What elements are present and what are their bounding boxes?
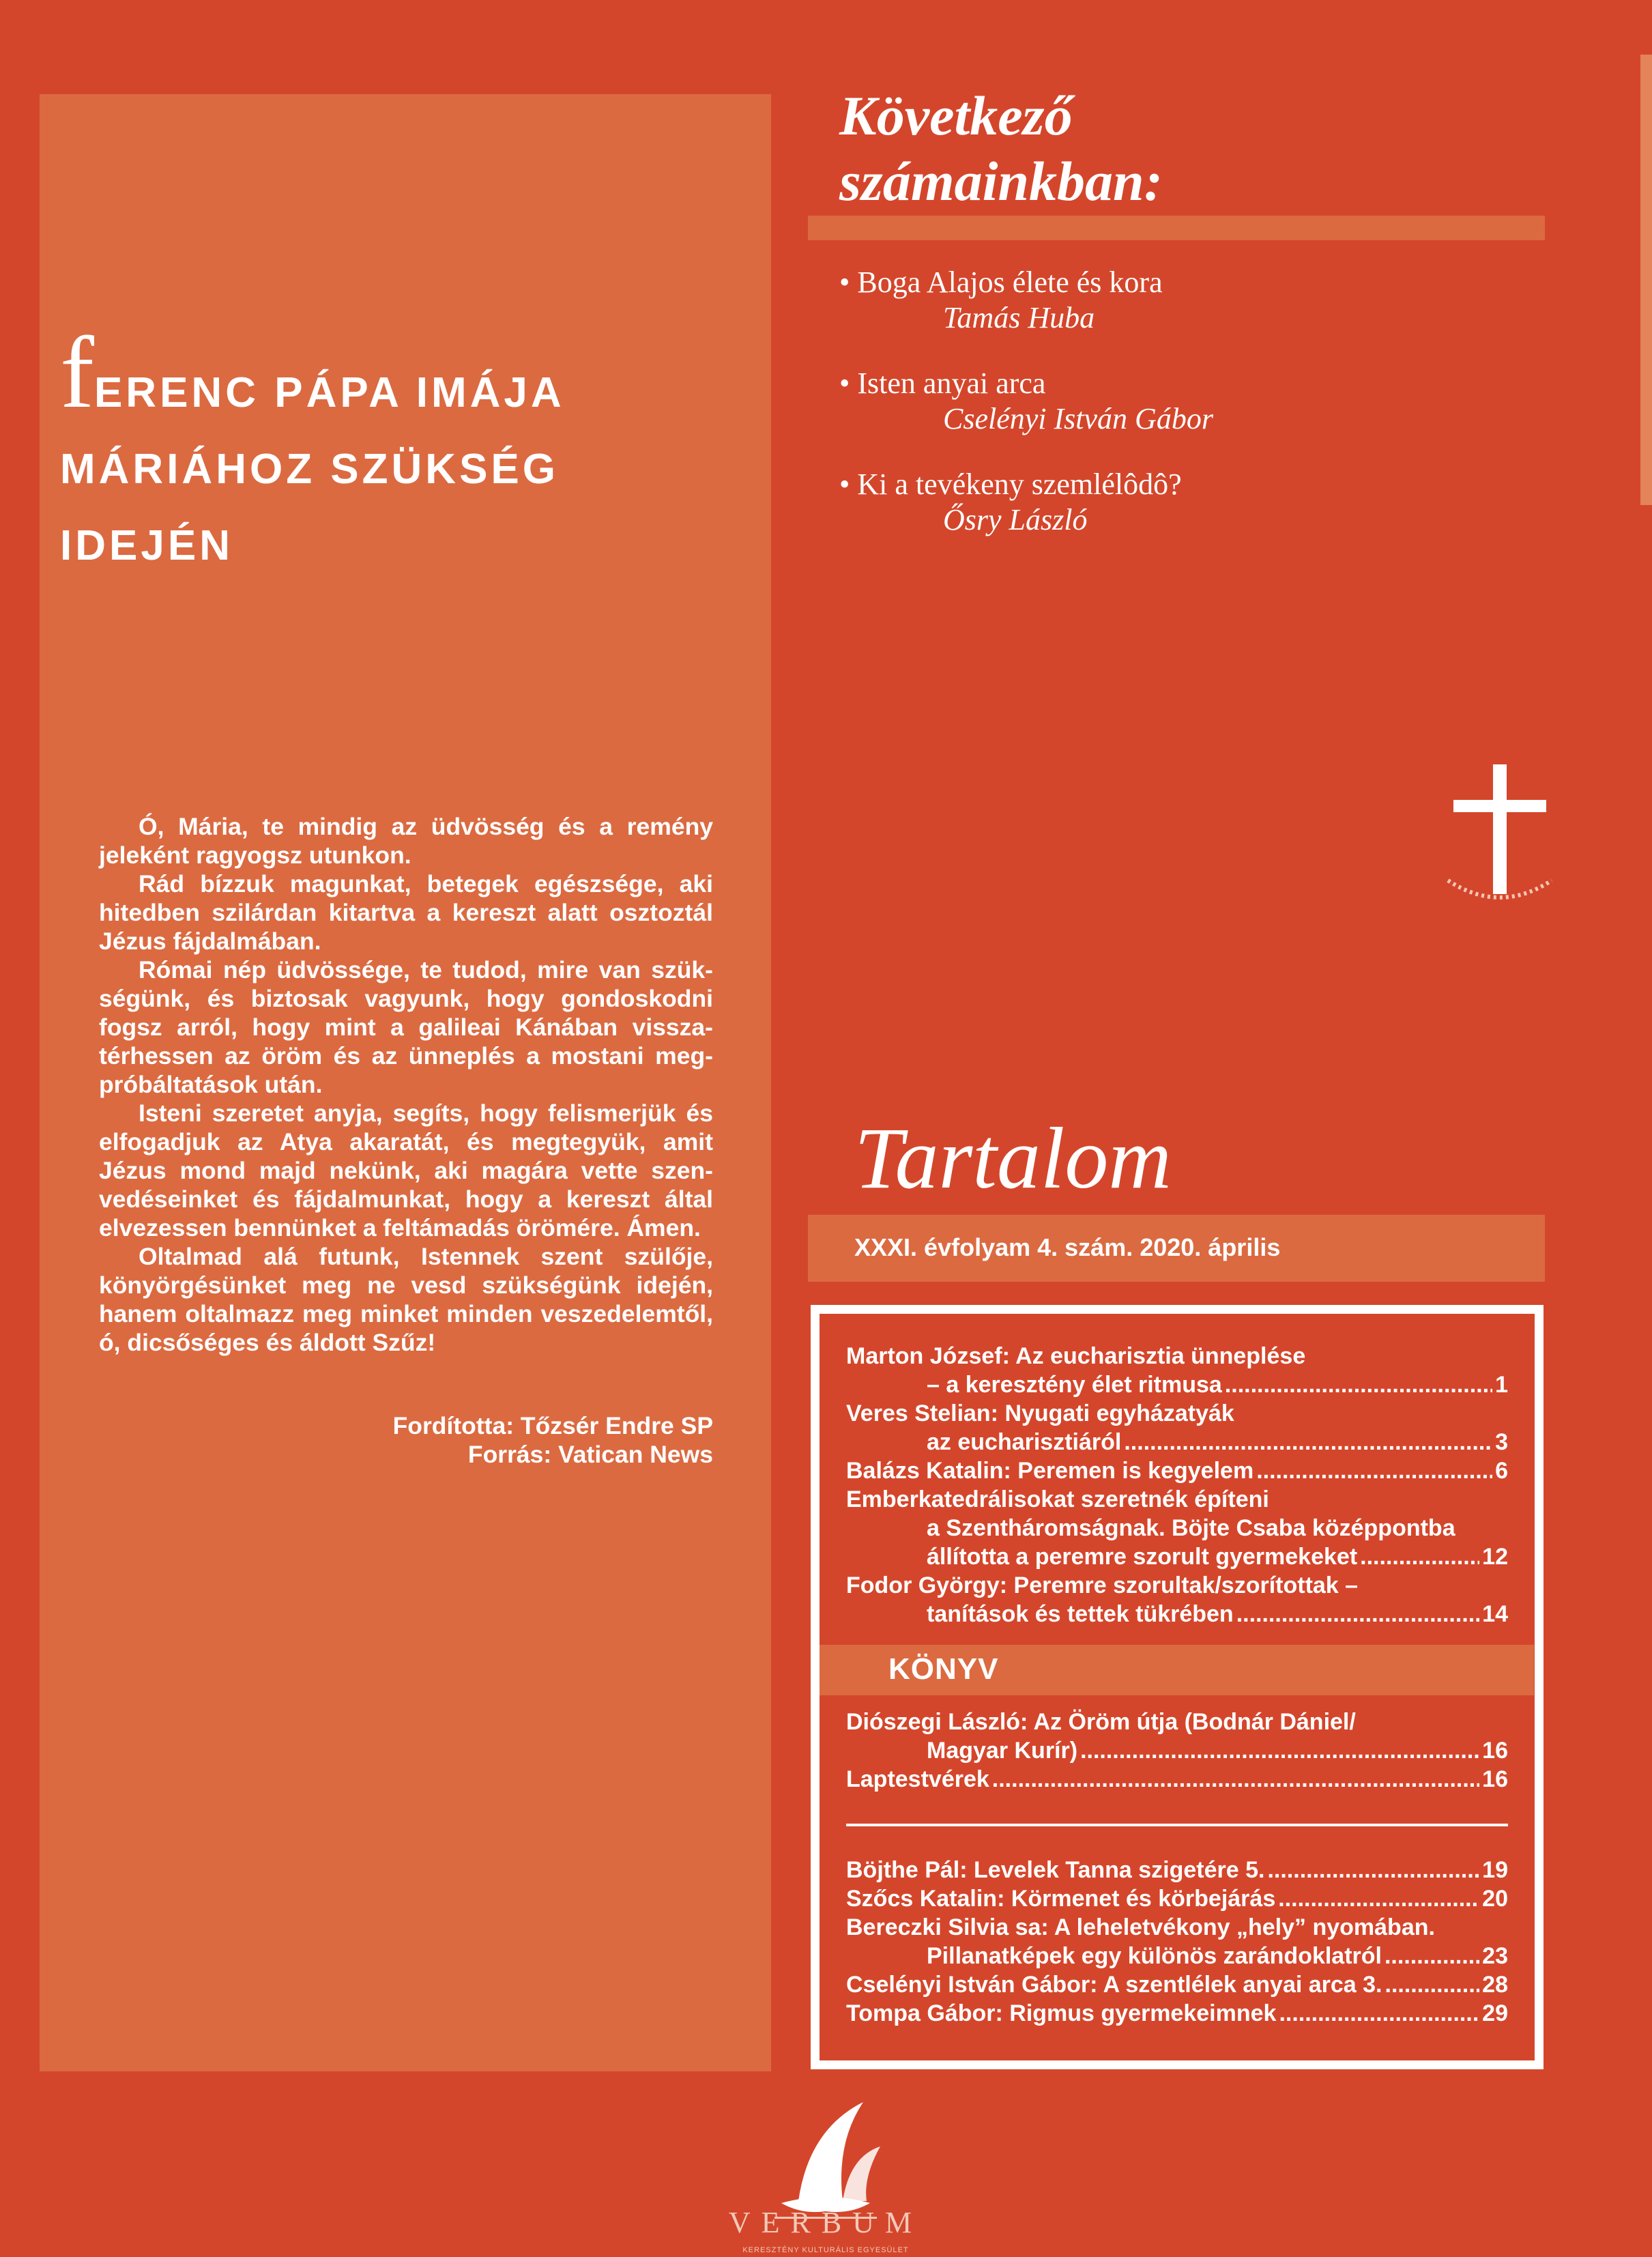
title-line-2: MÁRIÁHOZ SZÜKSÉG <box>60 446 559 493</box>
toc-line <box>846 1456 1508 1485</box>
toc-entry-title: Bereczki Silvia sa: A leheletvékony „hely” nyomában. <box>846 1914 1435 1940</box>
issue-info: XXXI. évfolyam 4. szám. 2020. április <box>854 1233 1281 1261</box>
toc-dot-leader <box>992 1765 1479 1794</box>
toc-line <box>846 1765 1508 1794</box>
upcoming-item-author: Tamás Huba <box>943 301 1095 334</box>
toc-entry-title: Emberkatedrálisokat szeretnék építeni <box>846 1486 1269 1512</box>
toc-line <box>846 1970 1508 1999</box>
toc-line <box>846 1514 1508 1542</box>
toc-entry <box>846 1399 1508 1456</box>
toc-dot-leader <box>1124 1428 1492 1456</box>
upcoming-item <box>839 366 1590 437</box>
toc-dot-leader <box>1080 1736 1479 1765</box>
toc-entry-title: Laptestvérek <box>846 1766 989 1792</box>
toc-dot-leader <box>1385 1942 1479 1970</box>
verbum-name: VERBUM <box>728 2206 923 2239</box>
toc-entry-title: Fodor György: Peremre szorultak/szorítottak – <box>846 1572 1359 1598</box>
toc-page-number: 6 <box>1495 1458 1508 1484</box>
toc-section-3 <box>846 1856 1508 2028</box>
prayer-paragraph: Ó, Mária, te mindig az üdvösség és a remény jeleként ragyogsz utunkon. <box>99 813 713 869</box>
toc-entry <box>846 1485 1508 1571</box>
toc-line <box>846 1600 1508 1628</box>
page-edge-strip <box>1640 55 1652 505</box>
upcoming-item-title: • Isten anyai arca <box>839 366 1046 400</box>
toc-entry <box>846 1708 1508 1765</box>
toc-page-number: 3 <box>1495 1429 1508 1455</box>
prayer-title <box>60 316 729 584</box>
toc-line <box>846 1342 1508 1370</box>
toc-entry-title: Böjthe Pál: Levelek Tanna szigetére 5. <box>846 1857 1265 1883</box>
toc-line <box>846 1856 1508 1884</box>
toc-section-2 <box>846 1708 1508 1794</box>
toc-entry-title: tanítások és tettek tükrében <box>927 1601 1234 1627</box>
toc-dot-leader <box>1256 1456 1492 1485</box>
toc-dot-leader <box>1236 1600 1479 1628</box>
toc-dot-leader <box>1385 1970 1480 1999</box>
title-line-1: ERENC PÁPA IMÁJA <box>93 369 565 416</box>
book-section-label: KÖNYV <box>888 1652 999 1686</box>
upcoming-heading-line-1: Következő <box>839 85 1073 147</box>
toc-entry-title: Cselényi István Gábor: A szentlélek anyai arca 3. <box>846 1972 1382 1998</box>
toc-entry-title: Diószegi László: Az Öröm útja (Bodnár Dániel/ <box>846 1709 1356 1735</box>
prayer-paragraph: Római nép üdvössége, te tudod, mire van szükségünk, és biztosak vagyunk, hogy gondoskodni fogsz arról, hogy mint a galileai Kánában visszatérhessen az öröm és az ünneplés a mostani megpróbáltatások után. <box>99 956 713 1098</box>
prayer-credits <box>99 1411 713 1469</box>
upcoming-heading-line-2: számainkban: <box>839 150 1163 212</box>
toc-line <box>846 1542 1508 1571</box>
title-initial: f <box>60 316 94 429</box>
toc-line <box>846 1913 1508 1942</box>
toc-page-number: 29 <box>1482 2000 1508 2026</box>
upcoming-list <box>839 265 1590 568</box>
toc-line <box>846 1942 1508 1970</box>
prayer-paragraph: Isteni szeretet anyja, segíts, hogy felismerjük és elfogadjuk az Atya akaratát, és megtegyük, amit Jézus mond majd nekünk, aki magára vette szenvedéseinket és fájdalmunkat, hogy a kereszt által elvezessen bennünket a feltámadás örömére. Ámen. <box>99 1099 713 1241</box>
toc-entry-title: Tompa Gábor: Rigmus gyermekeimnek <box>846 2000 1277 2026</box>
toc-entry <box>846 1342 1508 1399</box>
toc-line <box>846 1999 1508 2028</box>
upcoming-item-author: Cselényi István Gábor <box>943 402 1213 435</box>
toc-dot-leader <box>1279 1999 1479 2028</box>
upcoming-divider-bar <box>808 216 1545 240</box>
toc-entry-title: – a keresztény élet ritmusa <box>927 1372 1222 1398</box>
toc-entry-title: az eucharisztiáról <box>927 1429 1122 1455</box>
prayer-paragraph: Rád bízzuk magunkat, betegek egészsége, aki hitedben szilárdan kitartva a kereszt alatt osztoztál Jézus fájdalmában. <box>99 870 713 955</box>
toc-entry-title: Veres Stelian: Nyugati egyházatyák <box>846 1400 1234 1426</box>
toc-section-1 <box>846 1342 1508 1628</box>
verbum-subtitle: KERESZTÉNY KULTURÁLIS EGYESÜLET <box>742 2246 909 2254</box>
toc-page-number: 12 <box>1482 1544 1508 1570</box>
toc-line <box>846 1399 1508 1428</box>
toc-line <box>846 1428 1508 1456</box>
translator-credit: Fordította: Tőzsér Endre SP <box>392 1412 713 1439</box>
toc-heading: Tartalom <box>854 1110 1172 1207</box>
toc-entry <box>846 1999 1508 2028</box>
toc-entry-title: Balázs Katalin: Peremen is kegyelem <box>846 1458 1254 1484</box>
toc-page-number: 1 <box>1495 1372 1508 1398</box>
toc-page-number: 16 <box>1482 1766 1508 1792</box>
toc-page-number: 16 <box>1482 1738 1508 1764</box>
toc-dot-leader <box>1225 1370 1492 1399</box>
toc-page-number: 28 <box>1482 1972 1508 1998</box>
toc-line <box>846 1370 1508 1399</box>
toc-dot-leader <box>1278 1884 1479 1913</box>
title-line-3: IDEJÉN <box>60 522 233 569</box>
toc-entry <box>846 1913 1508 1970</box>
toc-entry-title: Marton József: Az eucharisztia ünneplése <box>846 1343 1306 1369</box>
prayer-body <box>99 812 713 1357</box>
upcoming-item-title: • Ki a tevékeny szemlélôdô? <box>839 468 1182 501</box>
toc-entry-title: állította a peremre szorult gyermekeket <box>927 1544 1358 1570</box>
toc-entry-title: Szőcs Katalin: Körmenet és körbejárás <box>846 1886 1276 1912</box>
toc-entry <box>846 1571 1508 1628</box>
toc-line <box>846 1736 1508 1765</box>
prayer-paragraph: Oltalmad alá futunk, Istennek szent szülője, könyörgésünket meg ne vesd szükségünk idején, hanem oltalmazz meg minket minden veszedelemtől, ó, dicsőséges és áldott Szűz! <box>99 1243 713 1356</box>
toc-page-number: 14 <box>1482 1601 1508 1627</box>
toc-page-number: 19 <box>1482 1857 1508 1883</box>
upcoming-item <box>839 265 1590 336</box>
toc-dot-leader <box>1267 1856 1479 1884</box>
toc-page-number: 20 <box>1482 1886 1508 1912</box>
toc-entry <box>846 1456 1508 1485</box>
upcoming-heading <box>839 83 1522 214</box>
toc-entry-title: Pillanatképek egy különös zarándoklatról <box>927 1943 1382 1969</box>
toc-line <box>846 1571 1508 1600</box>
toc-entry <box>846 1856 1508 1884</box>
toc-dot-leader <box>1360 1542 1479 1571</box>
toc-page-number: 23 <box>1482 1943 1508 1969</box>
cross-icon <box>1445 764 1554 928</box>
upcoming-item <box>839 467 1590 538</box>
upcoming-item-title: • Boga Alajos élete és kora <box>839 265 1163 299</box>
toc-entry <box>846 1970 1508 1999</box>
toc-entry <box>846 1884 1508 1913</box>
toc-line <box>846 1884 1508 1913</box>
toc-entry <box>846 1765 1508 1794</box>
toc-line <box>846 1485 1508 1514</box>
toc-entry-title: Magyar Kurír) <box>927 1738 1078 1764</box>
toc-divider <box>846 1824 1508 1826</box>
source-credit: Forrás: Vatican News <box>467 1441 713 1468</box>
toc-line <box>846 1708 1508 1736</box>
upcoming-item-author: Ősry László <box>943 503 1088 536</box>
toc-entry-title: a Szentháromságnak. Böjte Csaba középpontba <box>927 1515 1455 1541</box>
